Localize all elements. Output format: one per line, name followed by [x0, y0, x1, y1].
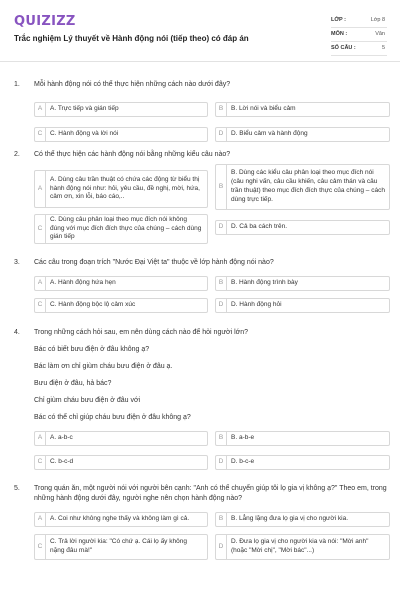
option-letter: A [35, 277, 46, 290]
question-number: 4. [14, 329, 20, 336]
option-text: C. Trả lời người kia: "Có chứ ạ. Cái lọ ấy không nặng đâu mà!" [50, 538, 187, 554]
option-text: B. Lẳng lặng đưa lọ gia vị cho người kia. [231, 515, 349, 523]
option-letter: B [216, 277, 227, 290]
option-d[interactable] [215, 127, 390, 142]
option-text: A. Hành động hứa hẹn [50, 279, 116, 287]
option-letter: A [35, 171, 46, 207]
question-text: Các câu trong đoạn trích "Nước Đại Việt ta" thuộc về lớp hành động nói nào? [34, 259, 274, 266]
option-text: D. Biểu cảm và hành động [231, 130, 308, 138]
question-text: Trong những cách hỏi sau, em nên dùng cách nào để hỏi người lớn? [34, 329, 249, 336]
option-d[interactable] [215, 534, 390, 560]
question-number: 3. [14, 259, 20, 266]
meta-row-grade [331, 14, 387, 28]
question-line-d: Chỉ giùm cháu bưu điện ở đâu với [34, 397, 141, 404]
option-c[interactable] [34, 127, 208, 142]
option-letter: C [35, 215, 46, 243]
option-letter: B [216, 513, 227, 526]
option-letter: D [216, 128, 227, 141]
option-letter: C [35, 535, 46, 559]
question-number: 5. [14, 485, 20, 492]
question-line-e: Bác có thể chỉ giúp cháu bưu điện ở đâu không ạ? [34, 414, 191, 421]
option-b[interactable] [215, 164, 390, 210]
option-text: C. b-c-d [50, 458, 74, 466]
meta-value: Văn [375, 30, 385, 37]
option-text: D. Đưa lọ gia vị cho người kia và nói: "Mời anh" (hoặc "Mời chị", "Mời bác"...) [231, 538, 369, 554]
option-a[interactable] [34, 276, 208, 291]
option-letter: A [35, 103, 46, 116]
option-letter: B [216, 165, 227, 209]
option-c[interactable] [34, 298, 208, 313]
option-text: C. Hành động bộc lộ cảm xúc [50, 301, 136, 309]
question-line-a: Bác có biết bưu điện ở đâu không ạ? [34, 346, 150, 353]
option-text: B. Dùng các kiểu câu phân loại theo mục đích nói (câu nghi vấn, câu cầu khiến, câu cảm thán và câu trần thuật) theo mục đích đích thực của chúng – cách dùng trực tiếp. [231, 169, 385, 203]
option-b[interactable] [215, 431, 390, 446]
meta-label: MÔN : [331, 30, 348, 37]
option-letter: D [216, 221, 227, 234]
option-text: D. Hành động hỏi [231, 301, 282, 309]
question-text: Có thể thực hiện các hành động nói bằng những kiểu câu nào? [34, 151, 231, 158]
option-letter: B [216, 103, 227, 116]
option-text: D. b-c-e [231, 458, 255, 466]
option-text: D. Cả ba cách trên. [231, 223, 287, 231]
meta-value: 5 [381, 44, 385, 51]
option-letter: A [35, 513, 46, 526]
question-text: Mỗi hành động nói có thể thực hiện những cách nào dưới đây? [34, 81, 231, 88]
option-a[interactable] [34, 512, 208, 527]
option-a[interactable] [34, 102, 208, 117]
option-letter: C [35, 128, 46, 141]
option-letter: A [35, 432, 46, 445]
question-line-c: Bưu điện ở đâu, hả bác? [34, 380, 112, 387]
option-a[interactable] [34, 170, 208, 208]
option-letter: D [216, 456, 227, 469]
option-letter: D [216, 299, 227, 312]
question-line-b: Bác làm ơn chỉ giùm cháu bưu điện ở đâu ạ. [34, 363, 173, 370]
option-text: C. Dùng câu phân loại theo mục đích nói không đúng với mục đích đích thực của chúng – cách dùng gián tiếp [50, 215, 202, 241]
option-text: C. Hành động và lời nói [50, 130, 119, 138]
quizizz-logo: QUIZIZZ [14, 14, 76, 29]
meta-label: LỚP : [331, 16, 346, 23]
option-b[interactable] [215, 276, 390, 291]
meta-value: Lớp 8 [370, 16, 385, 23]
option-d[interactable] [215, 220, 390, 235]
question-number: 2. [14, 151, 20, 158]
meta-row-count [331, 42, 387, 56]
option-letter: B [216, 432, 227, 445]
option-c[interactable] [34, 214, 208, 244]
page-title: Trắc nghiệm Lý thuyết về Hành động nói (tiếp theo) có đáp án [14, 34, 249, 43]
option-b[interactable] [215, 512, 390, 527]
header [0, 0, 400, 62]
option-text: B. a-b-e [231, 434, 255, 442]
option-text: A. Dùng câu trần thuật có chứa các động từ biểu thị hành động nói như: hỏi, yêu cầu, đề nghị, mời, hứa, cảm ơn, xin lỗi, báo cáo,.. [50, 175, 200, 201]
option-b[interactable] [215, 102, 390, 117]
option-letter: D [216, 535, 227, 559]
question-number: 1. [14, 81, 20, 88]
option-letter: C [35, 299, 46, 312]
meta-label: SỐ CÂU : [331, 44, 356, 51]
option-a[interactable] [34, 431, 208, 446]
option-text: A. Coi như không nghe thấy và không làm gì cả. [50, 515, 190, 523]
option-text: B. Lời nói và biểu cảm [231, 105, 296, 113]
option-d[interactable] [215, 455, 390, 470]
meta-row-subject [331, 28, 387, 42]
option-text: B. Hành động trình bày [231, 279, 298, 287]
meta-info [331, 14, 387, 56]
option-letter: C [35, 456, 46, 469]
option-c[interactable] [34, 455, 208, 470]
question-text: Trong quán ăn, một người nói với người bên cạnh: "Anh có thể chuyển giúp tôi lọ gia vị không ạ?" Theo em, trong những hành động dưới đây, người nghe nên chọn hành động nào? [34, 485, 387, 502]
option-d[interactable] [215, 298, 390, 313]
option-c[interactable] [34, 534, 208, 560]
option-text: A. Trực tiếp và gián tiếp [50, 105, 119, 113]
option-text: A. a-b-c [50, 434, 73, 442]
